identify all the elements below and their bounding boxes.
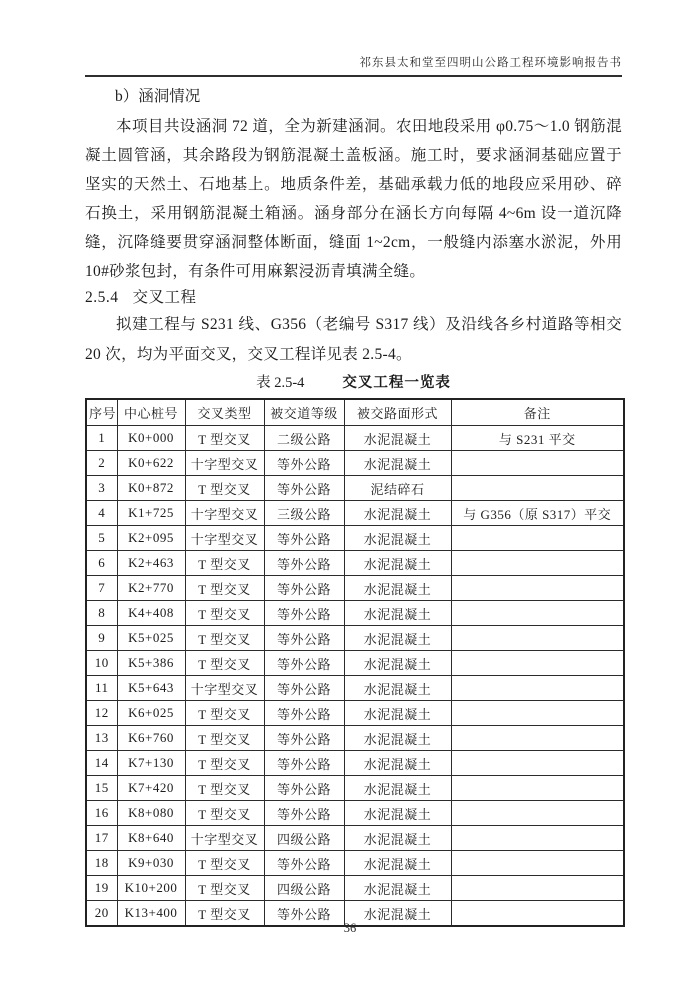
table-cell [451, 476, 624, 501]
table-cell: 等外公路 [264, 701, 344, 726]
table-cell [451, 726, 624, 751]
table-cell: T 型交叉 [185, 626, 264, 651]
table-cell: T 型交叉 [185, 576, 264, 601]
table-cell: T 型交叉 [185, 426, 264, 451]
table-cell: T 型交叉 [185, 601, 264, 626]
table-cell: 水泥混凝土 [344, 751, 451, 776]
table-cell: 3 [86, 476, 117, 501]
table-cell: 8 [86, 601, 117, 626]
table-cell: 与 G356（原 S317）平交 [451, 501, 624, 526]
table-cell: T 型交叉 [185, 651, 264, 676]
culvert-paragraph: 本项目共设涵洞 72 道，全为新建涵洞。农田地段采用 φ0.75～1.0 钢筋混凝土圆管涵，其余路段为钢筋混凝土盖板涵。施工时，要求涵洞基础应置于坚实的天然土、石地基上。地质条件差，基础承载力低的地段应采用砂、碎石换土，采用钢筋混凝土箱涵。涵身部分在涵长方向每隔 4~6m 设一道沉降缝，沉降缝要贯穿涵洞整体断面，缝面 1~2cm，一般缝内添塞水淤泥，外用 10#砂浆包封，有条件可用麻絮浸沥青填满全缝。 [85, 118, 622, 280]
table-caption [85, 370, 622, 396]
table-cell: 2 [86, 451, 117, 476]
table-row [86, 876, 624, 901]
table-cell: 等外公路 [264, 601, 344, 626]
table-row [86, 726, 624, 751]
table-row [86, 501, 624, 526]
table-cell [451, 551, 624, 576]
section-title: 交叉工程 [132, 289, 197, 306]
table-cell [451, 776, 624, 801]
table-cell [451, 576, 624, 601]
table-cell [451, 826, 624, 851]
table-cell: 19 [86, 876, 117, 901]
page-content [85, 82, 622, 927]
table-cell: K8+080 [117, 801, 185, 826]
table-cell [451, 651, 624, 676]
table-cell [451, 626, 624, 651]
table-row [86, 651, 624, 676]
table-cell: K13+400 [117, 901, 185, 927]
table-cell: K7+130 [117, 751, 185, 776]
table-row [86, 426, 624, 451]
table-row [86, 826, 624, 851]
table-cell [451, 701, 624, 726]
table-cell: 水泥混凝土 [344, 876, 451, 901]
table-cell: K2+770 [117, 576, 185, 601]
table-cell: 等外公路 [264, 676, 344, 701]
table-cell: T 型交叉 [185, 476, 264, 501]
table-cell: 7 [86, 576, 117, 601]
table-cell: 水泥混凝土 [344, 801, 451, 826]
table-cell: T 型交叉 [185, 876, 264, 901]
table-cell: K6+760 [117, 726, 185, 751]
table-cell: 等外公路 [264, 576, 344, 601]
table-cell: 二级公路 [264, 426, 344, 451]
table-cell: 水泥混凝土 [344, 526, 451, 551]
table-cell: 水泥混凝土 [344, 551, 451, 576]
table-row [86, 601, 624, 626]
table-cell: K1+725 [117, 501, 185, 526]
table-cell: 9 [86, 626, 117, 651]
table-header-cell: 被交路面形式 [344, 399, 451, 426]
table-cell: 等外公路 [264, 726, 344, 751]
table-cell: K6+025 [117, 701, 185, 726]
table-cell: 水泥混凝土 [344, 901, 451, 927]
table-cell: 等外公路 [264, 801, 344, 826]
table-cell [451, 876, 624, 901]
table-header-cell: 被交道等级 [264, 399, 344, 426]
table-cell: T 型交叉 [185, 751, 264, 776]
table-cell: K4+408 [117, 601, 185, 626]
table-cell: 十字型交叉 [185, 826, 264, 851]
table-cell: K2+463 [117, 551, 185, 576]
table-cell: K9+030 [117, 851, 185, 876]
table-cell: 13 [86, 726, 117, 751]
table-row [86, 801, 624, 826]
table-cell: K8+640 [117, 826, 185, 851]
table-header-cell: 序号 [86, 399, 117, 426]
table-row [86, 451, 624, 476]
table-cell: T 型交叉 [185, 801, 264, 826]
crossing-works-table [85, 398, 625, 927]
table-cell: 四级公路 [264, 826, 344, 851]
table-header-cell: 交叉类型 [185, 399, 264, 426]
table-cell: K10+200 [117, 876, 185, 901]
table-cell: 等外公路 [264, 476, 344, 501]
table-cell: T 型交叉 [185, 901, 264, 927]
table-row [86, 776, 624, 801]
page-header-title: 祁东县太和堂至四明山公路工程环境影响报告书 [85, 54, 622, 77]
table-cell: T 型交叉 [185, 726, 264, 751]
table-cell: 6 [86, 551, 117, 576]
table-cell: 十字型交叉 [185, 451, 264, 476]
table-cell [451, 851, 624, 876]
page-number: 36 [343, 921, 357, 935]
table-row [86, 576, 624, 601]
table-cell: T 型交叉 [185, 851, 264, 876]
table-cell: 等外公路 [264, 451, 344, 476]
table-label: 表 2.5-4 [256, 375, 305, 391]
table-cell: T 型交叉 [185, 776, 264, 801]
table-cell: K0+622 [117, 451, 185, 476]
table-cell: 十字型交叉 [185, 501, 264, 526]
table-cell: 12 [86, 701, 117, 726]
table-row [86, 551, 624, 576]
table-cell: 水泥混凝土 [344, 726, 451, 751]
table-cell: 水泥混凝土 [344, 826, 451, 851]
table-cell: 十字型交叉 [185, 526, 264, 551]
table-cell: 等外公路 [264, 551, 344, 576]
table-row [86, 526, 624, 551]
table-row [86, 851, 624, 876]
table-cell: 4 [86, 501, 117, 526]
table-cell: 水泥混凝土 [344, 701, 451, 726]
table-cell: 十字型交叉 [185, 676, 264, 701]
table-row [86, 626, 624, 651]
table-cell: K5+386 [117, 651, 185, 676]
table-cell: 四级公路 [264, 876, 344, 901]
culvert-sub-heading: b）涵洞情况 [115, 88, 201, 105]
table-cell: T 型交叉 [185, 701, 264, 726]
table-header-row [86, 399, 624, 426]
table-cell: 水泥混凝土 [344, 851, 451, 876]
table-header-cell: 备注 [451, 399, 624, 426]
table-cell: 水泥混凝土 [344, 501, 451, 526]
table-cell: K0+872 [117, 476, 185, 501]
table-row [86, 751, 624, 776]
table-cell: 泥结碎石 [344, 476, 451, 501]
table-cell: 与 S231 平交 [451, 426, 624, 451]
table-cell: 等外公路 [264, 526, 344, 551]
table-cell: K7+420 [117, 776, 185, 801]
table-cell: 三级公路 [264, 501, 344, 526]
table-cell: 等外公路 [264, 776, 344, 801]
table-cell: 水泥混凝土 [344, 426, 451, 451]
table-cell: 14 [86, 751, 117, 776]
table-cell: 水泥混凝土 [344, 601, 451, 626]
table-cell: 18 [86, 851, 117, 876]
table-cell [451, 801, 624, 826]
table-cell [451, 676, 624, 701]
table-cell: 等外公路 [264, 851, 344, 876]
section-heading-2-5-4 [85, 286, 622, 310]
table-row [86, 476, 624, 501]
table-row [86, 676, 624, 701]
table-cell: 等外公路 [264, 901, 344, 927]
table-cell [451, 526, 624, 551]
crossing-paragraph: 拟建工程与 S231 线、G356（老编号 S317 线）及沿线各乡村道路等相交 20 次，均为平面交叉，交叉工程详见表 2.5-4。 [85, 316, 622, 363]
table-cell: 水泥混凝土 [344, 576, 451, 601]
table-cell: 水泥混凝土 [344, 626, 451, 651]
table-cell: K5+025 [117, 626, 185, 651]
table-cell: 等外公路 [264, 651, 344, 676]
table-cell: 等外公路 [264, 626, 344, 651]
table-cell: 水泥混凝土 [344, 451, 451, 476]
table-cell: K5+643 [117, 676, 185, 701]
table-body [86, 426, 624, 927]
table-cell: 水泥混凝土 [344, 776, 451, 801]
table-cell: K2+095 [117, 526, 185, 551]
table-cell: 10 [86, 651, 117, 676]
table-cell: 16 [86, 801, 117, 826]
table-cell: 15 [86, 776, 117, 801]
table-cell: 5 [86, 526, 117, 551]
table-title: 交叉工程一览表 [342, 375, 451, 391]
table-cell: 等外公路 [264, 751, 344, 776]
table-cell: 20 [86, 901, 117, 927]
table-row [86, 701, 624, 726]
table-header-cell: 中心桩号 [117, 399, 185, 426]
table-cell [451, 451, 624, 476]
table-cell [451, 601, 624, 626]
table-cell: 11 [86, 676, 117, 701]
table-cell: T 型交叉 [185, 551, 264, 576]
section-number: 2.5.4 [85, 289, 119, 306]
table-cell [451, 751, 624, 776]
table-cell: 17 [86, 826, 117, 851]
table-cell: 1 [86, 426, 117, 451]
table-cell: 水泥混凝土 [344, 676, 451, 701]
table-cell: K0+000 [117, 426, 185, 451]
table-cell: 水泥混凝土 [344, 651, 451, 676]
